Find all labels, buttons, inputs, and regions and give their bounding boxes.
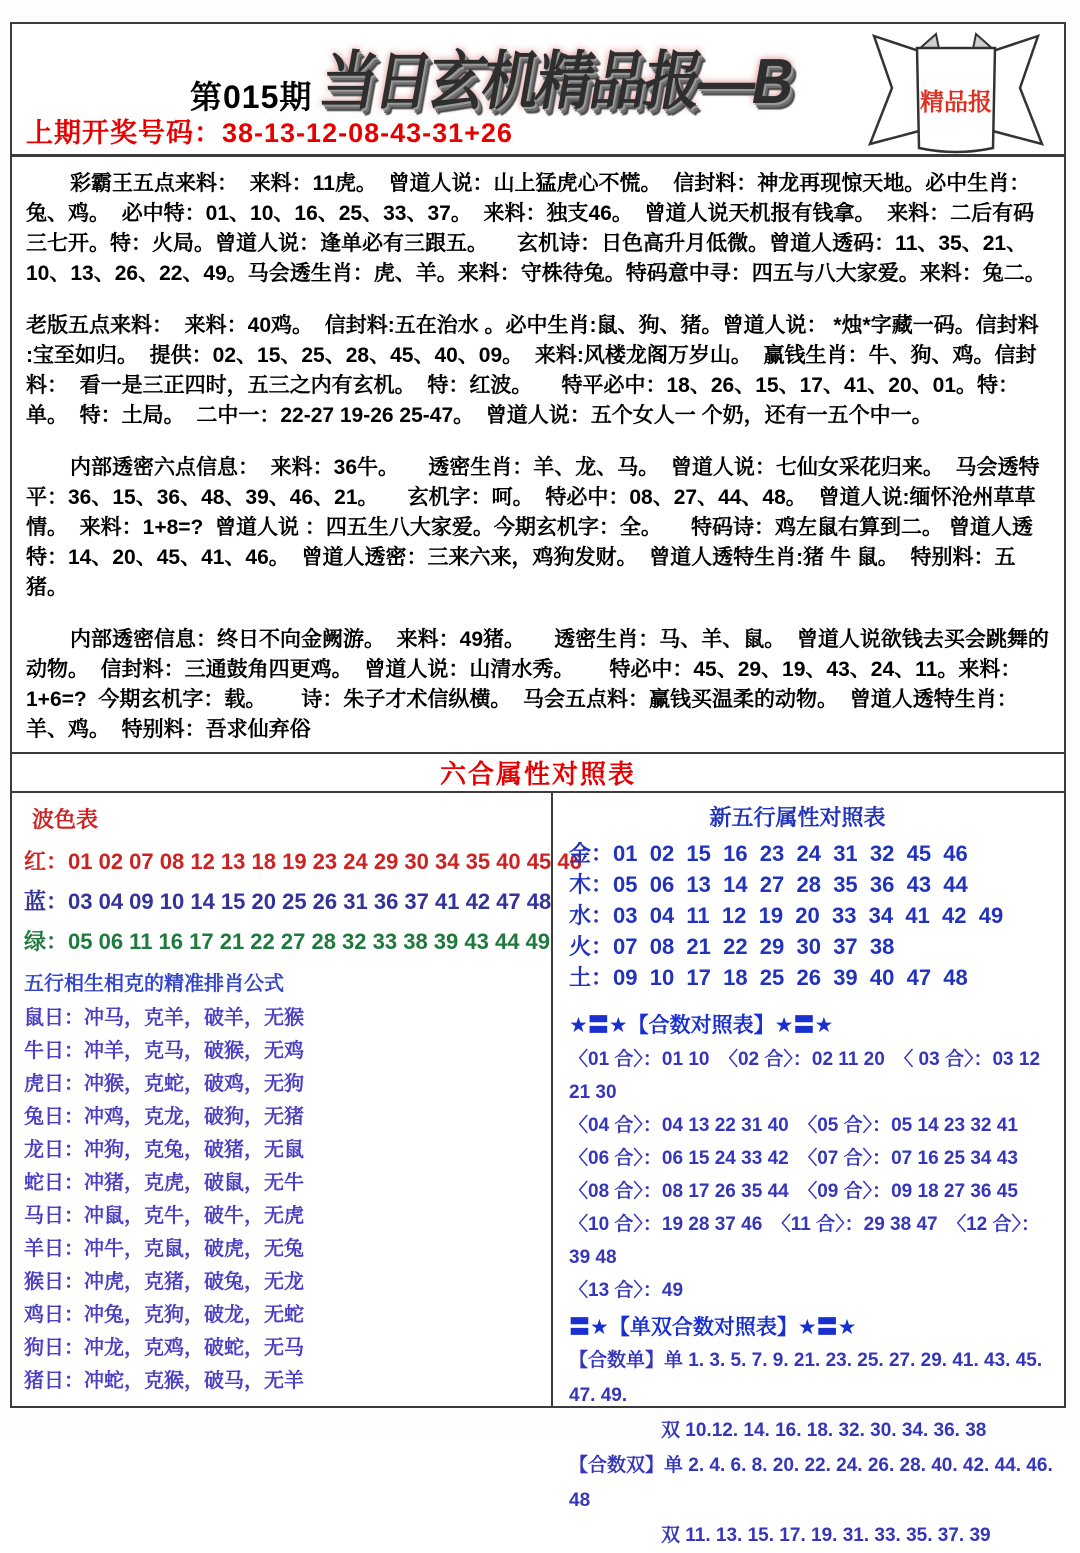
paragraph-laoban: 老版五点来料： 来料：40鸡。 信封料:五在治水 。必中生肖:鼠、狗、猪。曾道人说： *烛*字藏一码。信封料 :宝至如归。 提供：02、15、25、28、45、40、09。 来料:风楼龙阁万岁山。 赢钱生肖：牛、狗、鸡。信封料： 看一是三正四时，五三之内有玄机。 特：红波。 特平必中：18、26、15、17、41、20、01。特：单。 特：土局。 二中一：22-27 19-26 25-47。 曾道人说：五个女人一 个奶，还有一五个中一。 bbox=[26, 314, 1045, 427]
sum-table-line: 〈04 合〉：04 13 22 31 40 〈05 合〉：05 14 23 32 41 bbox=[569, 1115, 1018, 1136]
element-label: 木： bbox=[569, 872, 614, 897]
blue-wave-label: 蓝： bbox=[24, 889, 69, 914]
element-row-earth bbox=[569, 962, 1056, 993]
paragraph-caibawang: 彩霸王五点来料： 来料：11虎。 曾道人说：山上猛虎心不慌。 信封料：神龙再现惊天地。必中生肖：兔、鸡。 必中特：01、10、16、25、33、37。 来料：独支46。 曾道人说天机报有钱拿。 来料：二后有码三七开。特：火局。曾道人说：逢单必有三跟五。 玄机诗：日色高升月低微。曾道人透码：11、35、21、10、13、26、22、49。马会透生肖：虎、羊。来料：守株待兔。特码意中寻：四五与八大家爱。来料：兔二。 bbox=[26, 172, 1046, 285]
paragraph-neibu-six: 内部透密六点信息： 来料：36牛。 透密生肖：羊、龙、马。 曾道人说：七仙女采花归来。 马会透特平：36、15、36、48、39、46、21。 玄机字：呵。 特必中：08、27、44、48。 曾道人说:缅怀沧州草草情。 来料：1+8=? 曾道人说 ：四五生八大家爱。今期玄机字：全。 特码诗：鸡左鼠右算到二。 曾道人透特：14、20、45、41、46。 曾道人透密：三来六来，鸡狗发财。 曾道人透特生肖:猪 牛 鼠。 特别料：五猪。 bbox=[26, 456, 1040, 599]
odd-sum-odd-line: 【合数单】单 1. 3. 5. 7. 9. 21. 23. 25. 27. 29. 41. 43. 45. 47. 49. bbox=[569, 1350, 1048, 1406]
section-header-row bbox=[12, 752, 1064, 793]
section-title: 六合属性对照表 bbox=[439, 759, 636, 789]
even-sum-odd-line: 【合数双】单 2. 4. 6. 8. 20. 22. 24. 26. 28. 40. 42. 44. 46. 48 bbox=[569, 1455, 1059, 1511]
red-wave-row bbox=[24, 842, 582, 882]
zodiac-line: 虎日：冲猴，克蛇，破鸡，无狗 bbox=[24, 1073, 304, 1095]
zodiac-line: 狗日：冲龙，克鸡，破蛇，无马 bbox=[24, 1337, 304, 1359]
red-wave-label: 红： bbox=[24, 849, 69, 874]
element-row-water bbox=[569, 900, 1056, 931]
zodiac-line: 鸡日：冲兔，克狗，破龙，无蛇 bbox=[24, 1304, 304, 1326]
element-row-gold bbox=[569, 838, 1056, 869]
sum-table-line: 〈13 合〉：49 bbox=[569, 1280, 684, 1301]
zodiac-formula-title: 五行相生相克的精准排肖公式 bbox=[24, 973, 284, 995]
blue-wave-numbers: 03 04 09 10 14 15 20 25 26 31 36 37 41 42 47 48 bbox=[68, 889, 552, 914]
zodiac-line: 鼠日：冲马，克羊，破羊，无猴 bbox=[24, 1007, 304, 1029]
sum-table-line: 〈10 合〉：19 28 37 46 〈11 合〉：29 38 47 〈12 合〉：39 48 bbox=[569, 1214, 1041, 1268]
green-wave-label: 绿： bbox=[24, 929, 69, 954]
zodiac-line: 猴日：冲虎，克猪，破兔，无龙 bbox=[24, 1271, 304, 1293]
five-element-column bbox=[553, 793, 1064, 1546]
zodiac-line: 羊日：冲牛，克鼠，破虎，无兔 bbox=[24, 1238, 304, 1260]
ribbon-label: 精品报 bbox=[920, 89, 992, 116]
element-numbers: 09 10 17 18 25 26 39 40 47 48 bbox=[613, 965, 968, 990]
zodiac-line: 牛日：冲羊，克马，破猴，无鸡 bbox=[24, 1040, 304, 1062]
sum-table-title: ★〓★【合数对照表】★〓★ bbox=[569, 1014, 834, 1037]
element-row-wood bbox=[569, 869, 1056, 900]
sum-table-line: 〈06 合〉：06 15 24 33 42 〈07 合〉：07 16 25 34 43 bbox=[569, 1148, 1018, 1169]
element-label: 金： bbox=[569, 841, 614, 866]
element-row-fire bbox=[569, 931, 1056, 962]
issue-number: 第015期 bbox=[190, 79, 313, 115]
newspaper-title: 当日玄机精品报—B bbox=[314, 45, 798, 118]
element-label: 土： bbox=[569, 965, 614, 990]
green-wave-numbers: 05 06 11 16 17 21 22 27 28 32 33 38 39 43 44 49 bbox=[68, 929, 551, 954]
zodiac-line: 猪日：冲蛇，克猴，破马，无羊 bbox=[24, 1370, 304, 1392]
element-numbers: 03 04 11 12 19 20 33 34 41 42 49 bbox=[613, 903, 1004, 928]
zodiac-line: 龙日：冲狗，克兔，破猪，无鼠 bbox=[24, 1139, 304, 1161]
element-numbers: 05 06 13 14 27 28 35 36 43 44 bbox=[613, 872, 968, 897]
sum-table-line: 〈08 合〉：08 17 26 35 44 〈09 合〉：09 18 27 36 45 bbox=[569, 1181, 1018, 1202]
page-border-frame bbox=[10, 22, 1066, 1546]
element-label: 火： bbox=[569, 934, 614, 959]
zodiac-line: 兔日：冲鸡，克龙，破狗，无猪 bbox=[24, 1106, 304, 1128]
element-label: 水： bbox=[569, 903, 614, 928]
reference-tables bbox=[12, 793, 1064, 1546]
color-wave-column bbox=[12, 793, 582, 1406]
green-wave-row bbox=[24, 922, 551, 962]
odd-sum-even-line: 双 10.12. 14. 16. 18. 32. 30. 34. 36. 38 bbox=[661, 1420, 987, 1441]
element-numbers: 01 02 15 16 23 24 31 32 45 46 bbox=[613, 841, 968, 866]
blue-wave-row bbox=[24, 882, 552, 922]
sum-table-line: 〈01 合〉：01 10 〈02 合〉：02 11 20 〈 03 合〉：03 12 21 30 bbox=[569, 1049, 1046, 1103]
element-numbers: 07 08 21 22 29 30 37 38 bbox=[613, 934, 895, 959]
color-wave-title: 波色表 bbox=[32, 807, 99, 832]
red-wave-numbers: 01 02 07 08 12 13 18 19 23 24 29 30 34 35 40 45 46 bbox=[68, 849, 582, 874]
odd-even-sum-title: 〓★【单双合数对照表】★〓★ bbox=[569, 1316, 857, 1339]
five-element-title: 新五行属性对照表 bbox=[709, 805, 886, 830]
ribbon-banner bbox=[860, 24, 1052, 155]
tips-paragraphs bbox=[12, 157, 1064, 752]
even-sum-even-line: 双 11. 13. 15. 17. 19. 31. 33. 35. 37. 39 bbox=[661, 1525, 991, 1546]
zodiac-line: 马日：冲鼠，克牛，破牛，无虎 bbox=[24, 1205, 304, 1227]
previous-draw-numbers: 上期开奖号码：38-13-12-08-43-31+26 bbox=[26, 118, 513, 148]
zodiac-line: 蛇日：冲猪，克虎，破鼠，无牛 bbox=[24, 1172, 304, 1194]
masthead bbox=[12, 24, 1064, 157]
paragraph-neibu-info: 内部透密信息：终日不向金阙游。 来料：49猪。 透密生肖：马、羊、鼠。 曾道人说欲钱去买会跳舞的动物。 信封料：三通鼓角四更鸡。 曾道人说：山清水秀。 特必中：45、29、19、43、24、11。来料：1+6=? 今期玄机字：载。 诗：朱子才术信纵横。 马会五点料：赢钱买温柔的动物。 曾道人透特生肖：羊、鸡。 特别料：吾求仙弃俗 bbox=[26, 628, 1049, 741]
